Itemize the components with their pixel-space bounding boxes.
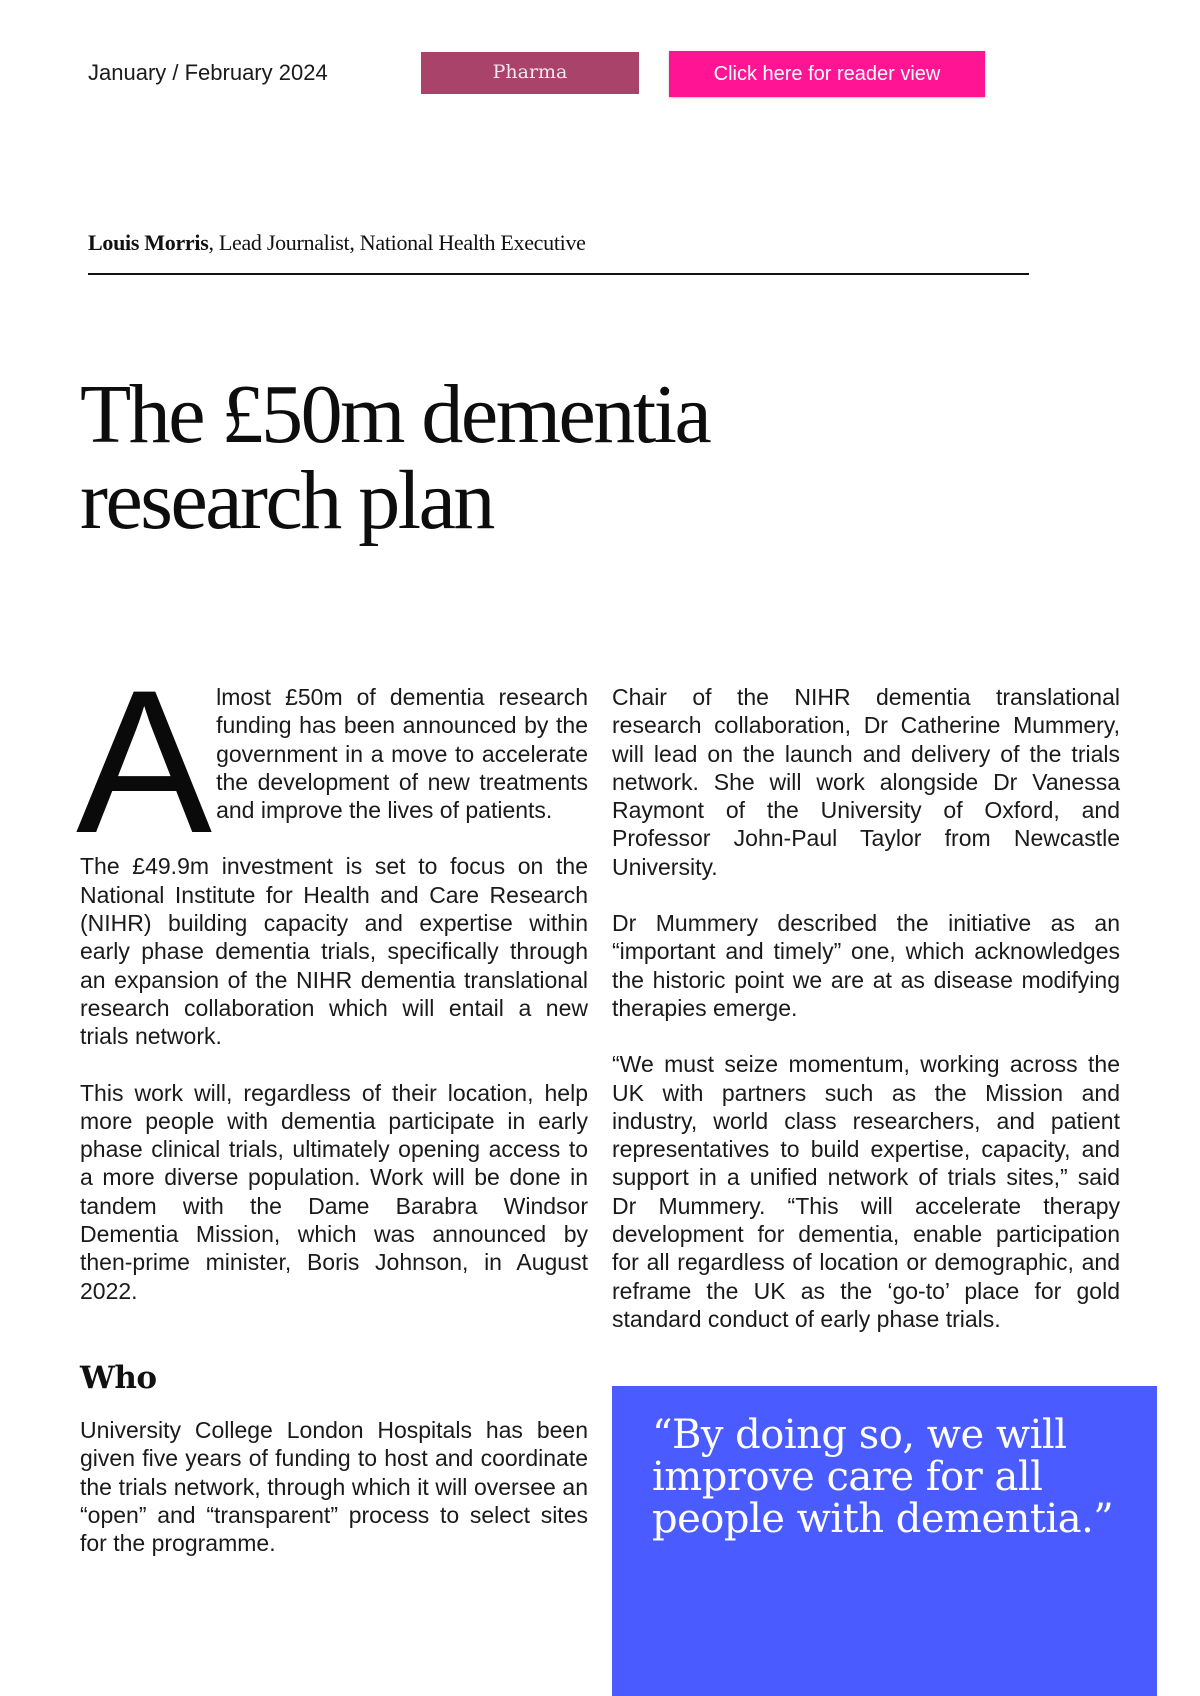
article-paragraph: The £49.9m investment is set to focus on the National Institute for Health and Care Research (NIHR) building capacity and expertise within early phase dementia trials, specifically through an expansion of the NIHR dementia translational research collaboration which will entail a new trials network.	[80, 853, 588, 1050]
issue-date: January / February 2024	[88, 60, 328, 85]
category-badge: Pharma	[421, 52, 639, 94]
author-name: Louis Morris	[88, 230, 209, 255]
who-section	[80, 1416, 588, 1585]
article-paragraph: Dr Mummery described the initiative as an “important and timely” one, which acknowledges the historic point we are at as disease modifying therapies emerge.	[612, 910, 1120, 1021]
section-heading-who: Who	[80, 1360, 157, 1396]
byline	[88, 230, 586, 256]
lead-paragraph-text: lmost £50m of dementia research funding has been announced by the government in a move to accelerate the development of new treatments and improve the lives of patients.	[216, 684, 588, 824]
article-paragraph	[76, 648, 588, 876]
author-role: , Lead Journalist, National Health Executive	[208, 230, 586, 255]
article-title	[80, 368, 980, 547]
article-paragraph: University College London Hospitals has been given five years of funding to host and coordinate the trials network, through which it will oversee an “open” and “transparent” process to select sites for the programme.	[80, 1417, 588, 1557]
pull-quote: “By doing so, we will improve care for all people with dementia.”	[652, 1412, 1114, 1542]
byline-divider	[88, 273, 1029, 275]
article-column-left	[76, 648, 588, 1333]
article-title-line-1: The £50m dementia	[80, 368, 710, 461]
article-paragraph: “We must seize momentum, working across the UK with partners such as the Mission and industry, world class researchers, and patient representatives to build expertise, capacity, and support in a unified network of trials sites,” said Dr Mummery. “This will accelerate therapy development for dementia, enable participation for all regardless of location or demographic, and reframe the UK as the ‘go-to’ place for gold standard conduct of early phase trials.	[612, 1051, 1120, 1332]
drop-cap: A	[76, 648, 213, 876]
reader-view-button[interactable]: Click here for reader view	[669, 51, 985, 97]
pull-quote-box	[612, 1386, 1157, 1696]
article-paragraph: This work will, regardless of their location, help more people with dementia participate in early phase clinical trials, ultimately opening access to a more diverse population. Work will be done in tandem with the Dame Barabra Windsor Dementia Mission, which was announced by then-prime minister, Boris Johnson, in August 2022.	[80, 1079, 588, 1304]
article-title-line-2: research plan	[80, 454, 493, 547]
article-column-right	[612, 683, 1120, 1361]
article-paragraph: Chair of the NIHR dementia translational research collaboration, Dr Catherine Mummery, will lead on the launch and delivery of the trials network. She will work alongside Dr Vanessa Raymont of the University of Oxford, and Professor John-Paul Taylor from Newcastle University.	[612, 684, 1120, 880]
